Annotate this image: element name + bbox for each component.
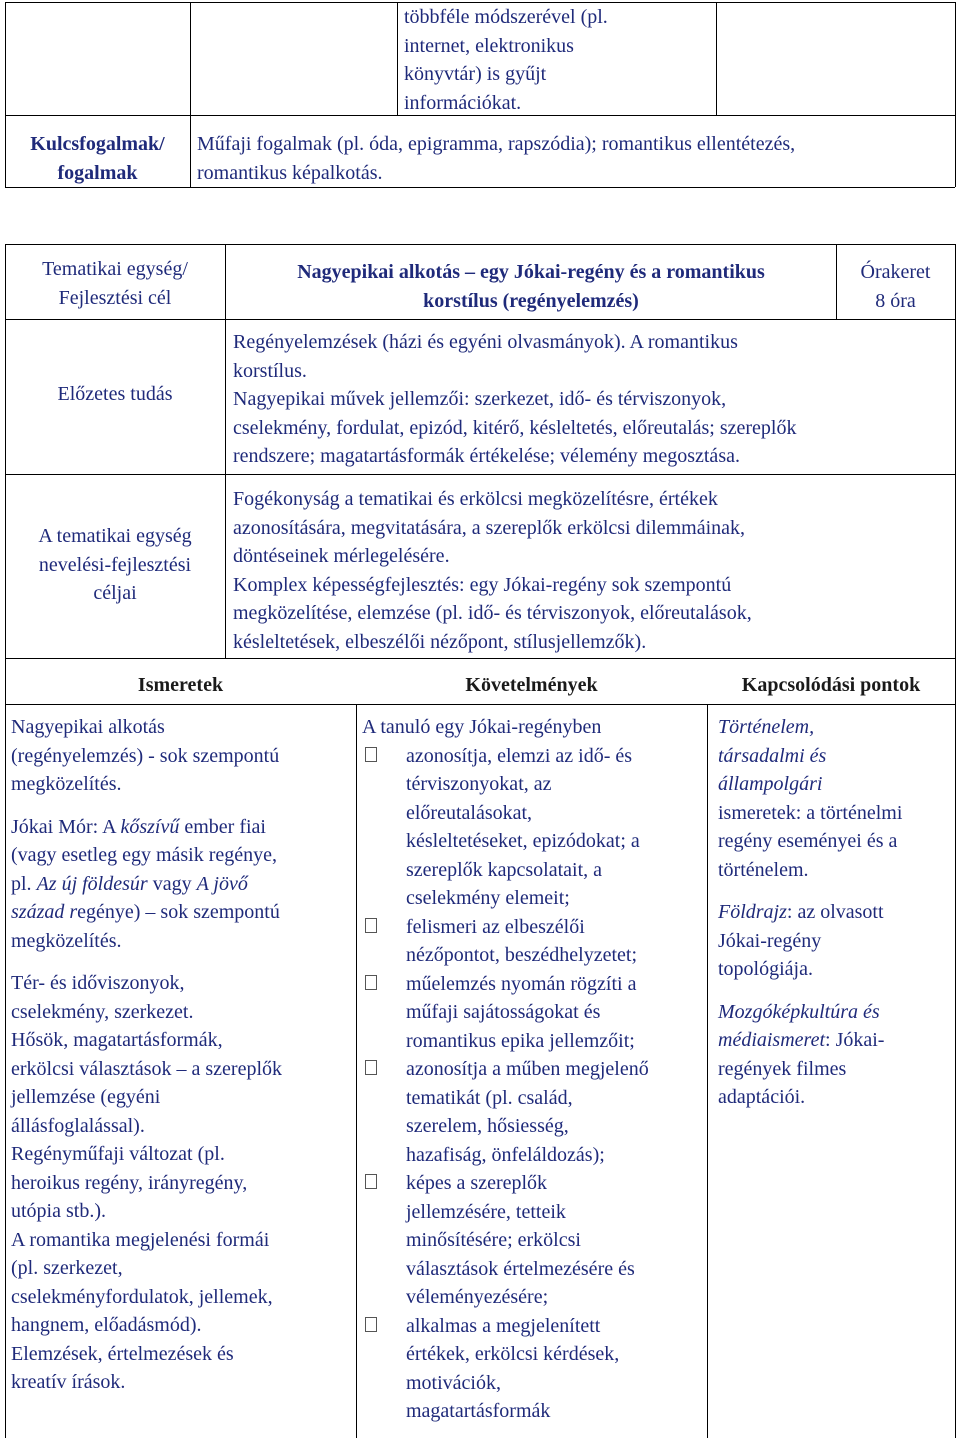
orakeret-label: Órakeret bbox=[860, 261, 931, 283]
grid-line bbox=[716, 2, 717, 115]
unit-title: Nagyepikai alkotás – egy Jókai-regény és a romantikus korstílus (regényelemzés) bbox=[297, 261, 765, 312]
header-kapcsolodasi-pontok: Kapcsolódási pontok bbox=[741, 674, 921, 696]
grid-line bbox=[955, 658, 956, 1438]
grid-line bbox=[5, 704, 955, 705]
bullet-box-icon bbox=[365, 747, 377, 762]
kulcsfogalmak-text: Műfaji fogalmak (pl. óda, epigramma, rapszódia); romantikus ellentétezés, romantikus képalkotás. bbox=[197, 133, 796, 184]
list-item: felismeri az elbeszélői nézőpontot, beszédhelyzetet; bbox=[362, 913, 702, 970]
orakeret bbox=[836, 258, 955, 315]
kapcsolodasi-column: Történelem, társadalmi és állampolgári ismeretek: a történelmi regény eseményei és a történelem. Földrajz: az olvasott Jókai-regény topológiája. Mozgóképkultúra és médiaismeret: Jókai- regények filmes adaptációi. bbox=[718, 716, 903, 1108]
list-item: képes a szereplők jellemzésére, tetteik minősítésére; erkölcsi választások értelmezésére és véleményezésére; bbox=[362, 1169, 702, 1312]
celjai-text: Fogékonyság a tematikai és erkölcsi megközelítésre, értékek azonosítására, megvitatására, a szereplők erkölcsi dilemmáinak, döntéseinek mérlegelésére. Komplex képességfejlesztés: egy Jókai-regény sok szempontú megközelítése, elemzése (pl. idő- és térviszonyok, előreutalások, késleltetések, elbeszélői nézőpont, stílusjellemzők). bbox=[233, 488, 752, 653]
grid-line bbox=[5, 474, 955, 475]
tematikai-egyseg-label: Tematikai egység/ Fejlesztési cél bbox=[42, 258, 188, 309]
grid-line bbox=[5, 658, 955, 659]
bullet-box-icon bbox=[365, 918, 377, 933]
grid-line bbox=[190, 2, 191, 187]
grid-line bbox=[397, 2, 398, 115]
bullet-box-icon bbox=[365, 1174, 377, 1189]
grid-line bbox=[955, 2, 956, 187]
list-item: azonosítja, elemzi az idő- és térviszonyokat, az előreutalásokat, késleltetéseket, epizódokat; a szereplők kapcsolatait, a cselekmény elemeit; bbox=[362, 742, 702, 913]
grid-line bbox=[5, 319, 955, 320]
elozetes-tudas-text: Regényelemzések (házi és egyéni olvasmányok). A romantikus korstílus. Nagyepikai művek jellemzői: szerkezet, idő- és térviszonyok, cselekmény, fordulat, epizód, kitérő, késleltetés, előreutalás; szereplők rendszere; magatartásformák értékelése; vélemény megosztása. bbox=[233, 331, 797, 467]
grid-line bbox=[955, 244, 956, 658]
bullet-box-icon bbox=[365, 1060, 377, 1075]
kulcsfogalmak-label: Kulcsfogalmak/ fogalmak bbox=[30, 133, 165, 184]
orakeret-value: 8 óra bbox=[875, 289, 916, 312]
grid-line bbox=[707, 704, 708, 1438]
list-item: azonosítja a műben megjelenő tematikát (pl. család, szerelem, hősiesség, hazafiság, önfeláldozás); bbox=[362, 1055, 702, 1169]
kovetelmenyek-column: A tanuló egy Jókai-regényben azonosítja, elemzi az idő- és térviszonyokat, az előreutalásokat, késleltetéseket, epizódokat; a szereplők kapcsolatait, a cselekmény elemeit; felismeri az elbeszélői nézőpontot, beszédhelyzetet; műelemzés nyomán rögzíti a műfaji sajátosságokat és romantikus epika jellemzőit; azonosítja a műben megjelenő tematikát (pl. család, szerelem, hősiesség, hazafiság, önfeláldozás); képes a szereplők jellemzésére, tetteik minősítésére; erkölcsi választások értelmezésére és véleményezésére; alkalmas a megjelenített értékek, erkölcsi kérdések, motivációk, magatartásformák bbox=[362, 713, 702, 1426]
grid-line bbox=[5, 187, 955, 188]
top-continuation-text: többféle módszerével (pl. internet, elektronikus könyvtár) is gyűjt információkat. bbox=[404, 6, 608, 114]
header-ismeretek: Ismeretek bbox=[137, 674, 224, 696]
elozetes-tudas-label: Előzetes tudás bbox=[57, 383, 173, 405]
grid-line bbox=[5, 244, 955, 245]
bullet-box-icon bbox=[365, 975, 377, 990]
grid-line bbox=[356, 704, 357, 1438]
bullet-box-icon bbox=[365, 1317, 377, 1332]
ismeretek-column: Nagyepikai alkotás (regényelemzés) - sok szempontú megközelítés. Jókai Mór: A kőszívű ember fiai (vagy esetleg egy másik regénye, pl. Az új földesúr vagy A jövő század regénye) – sok szempontú megközelítés. Tér- és időviszonyok, cselekmény, szerkezet. Hősök, magatartásformák, erkölcsi választások – a szereplők jellemzése (egyéni állásfoglalással). Regényműfaji változat (pl. heroikus regény, irányregény, utópia stb.). A romantika megjelenési formái (pl. szerkezet, cselekményfordulatok, jellemek, hangnem, előadásmód). Elemzések, értelmezések és kreatív írások. bbox=[11, 716, 283, 1393]
grid-line bbox=[5, 658, 6, 1438]
list-item: alkalmas a megjelenített értékek, erkölcsi kérdések, motivációk, magatartásformák bbox=[362, 1312, 702, 1426]
celjai-label: A tematikai egység nevelési-fejlesztési céljai bbox=[38, 525, 192, 604]
header-kovetelmenyek: Követelmények bbox=[465, 674, 598, 696]
list-item: műelemzés nyomán rögzíti a műfaji sajátosságokat és romantikus epika jellemzőit; bbox=[362, 970, 702, 1056]
